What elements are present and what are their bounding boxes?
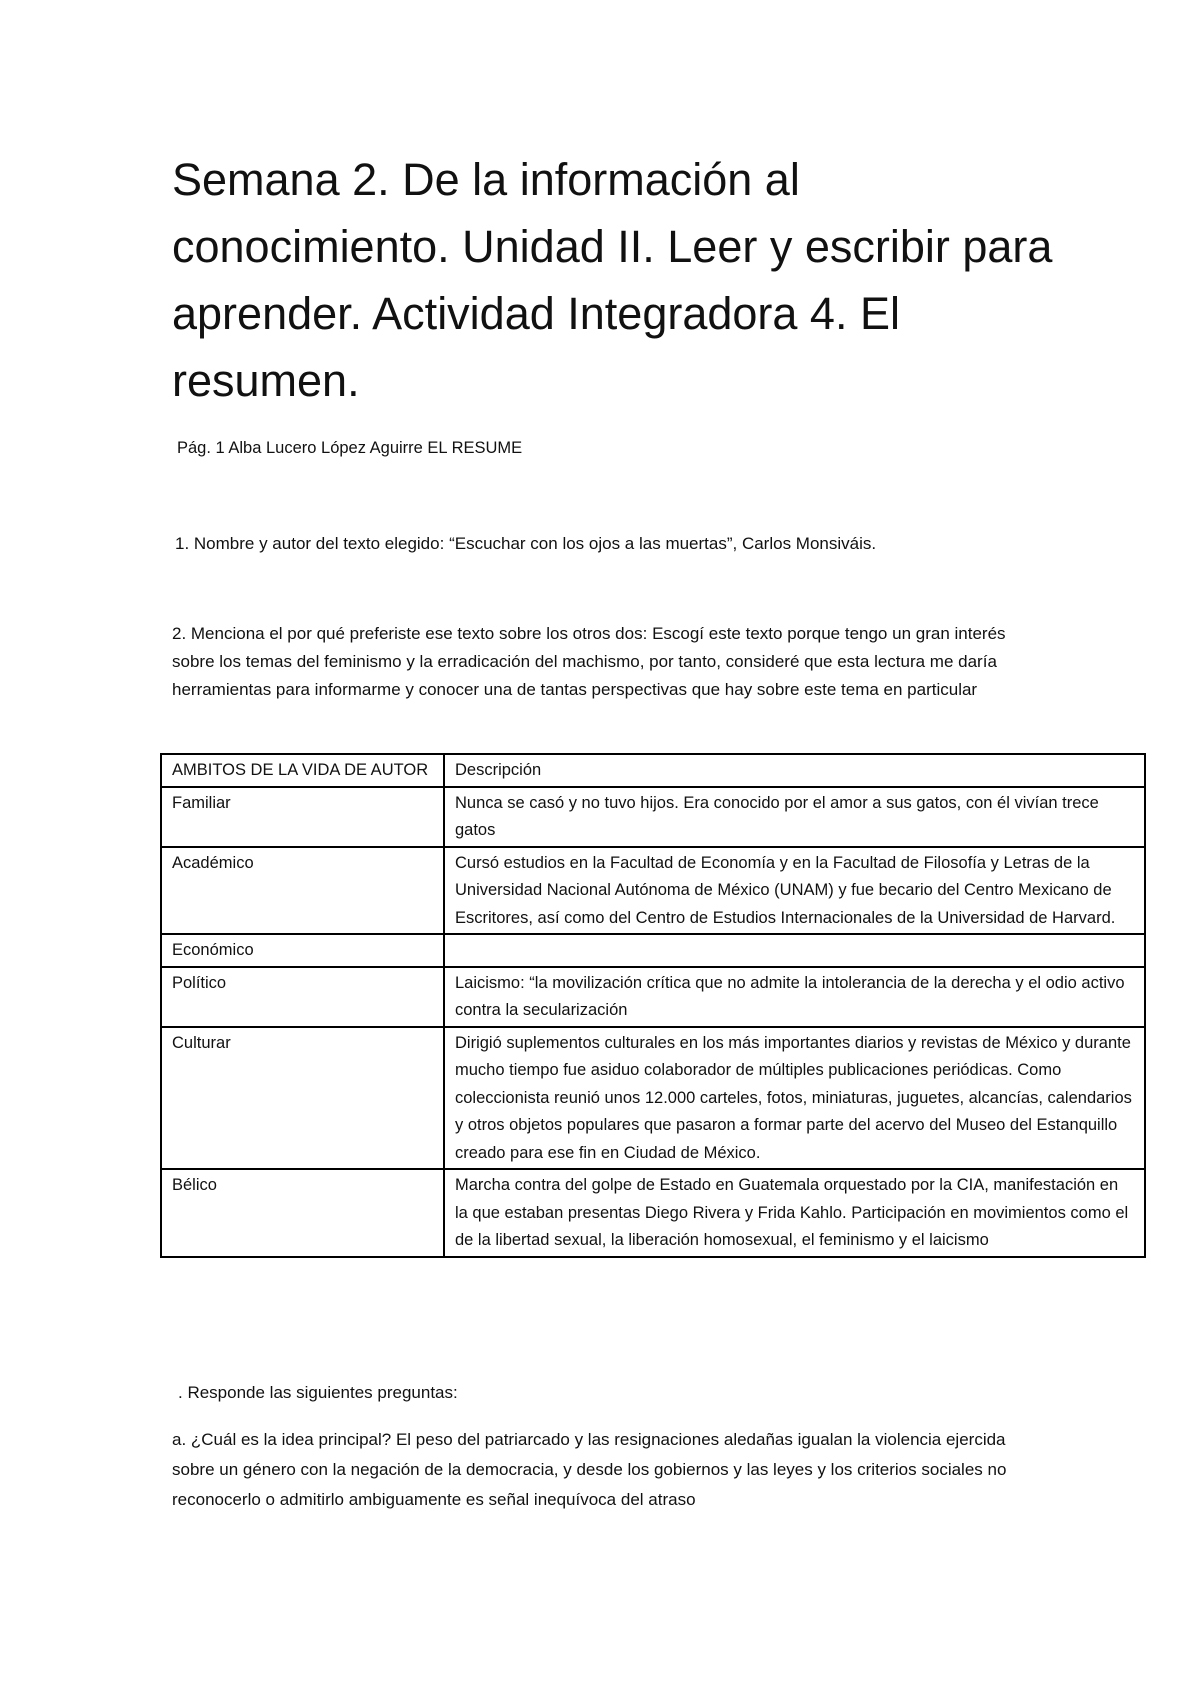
table-cell-descripcion [444,934,1145,967]
table-row [161,847,1145,935]
table-row [161,1027,1145,1170]
table-cell-ambito: Económico [161,934,444,967]
section-label: . Responde las siguientes preguntas: [178,1383,458,1402]
page-title: Semana 2. De la información al conocimiento. Unidad II. Leer y escribir para aprender. Actividad Integradora 4. El resumen. [172,154,1053,406]
page-subtitle: Pág. 1 Alba Lucero López Aguirre EL RESUME [177,439,523,457]
table-row [161,1169,1145,1257]
question-1-answer: “Escuchar con los ojos a las muertas”, Carlos Monsiváis. [449,534,877,553]
table-row [161,967,1145,1027]
table-cell-ambito: Familiar [161,787,444,847]
table-cell-descripcion: Cursó estudios en la Facultad de Economía y en la Facultad de Filosofía y Letras de la Universidad Nacional Autónoma de México (UNAM) y fue becario del Centro Mexicano de Escritores, así como del Centro de Estudios Internacionales de la Universidad de Harvard. [444,847,1145,935]
question-2-answer: Escogí este texto porque tengo un gran interés sobre los temas del feminismo y la erradicación del machismo, por tanto, consideré que esta lectura me daría herramientas para informarme y conocer una de tantas perspectivas que hay sobre este tema en particular [172,624,1006,699]
question-a-answer: El peso del patriarcado y las resignaciones aledañas igualan la violencia ejercida sobre un género con la negación de la democracia, y desde los gobiernos y las leyes y los criterios sociales no reconocerlo o admitirlo ambiguamente es señal inequívoca del atraso [172,1430,1007,1509]
question-1-prompt: 1. Nombre y autor del texto elegido: [175,534,445,553]
table-cell-descripcion: Marcha contra del golpe de Estado en Guatemala orquestado por la CIA, manifestación en la que estaban presentas Diego Rivera y Frida Kahlo. Participación en movimientos como el de la libertad sexual, la liberación homosexual, el feminismo y el laicismo [444,1169,1145,1257]
question-a-prompt: a. ¿Cuál es la idea principal? [172,1430,392,1449]
table-cell-descripcion: Nunca se casó y no tuvo hijos. Era conocido por el amor a sus gatos, con él vivían trece gatos [444,787,1145,847]
question-1 [175,534,876,554]
table-cell-descripcion: Dirigió suplementos culturales en los más importantes diarios y revistas de México y durante mucho tiempo fue asiduo colaborador de múltiples publicaciones periódicas. Como coleccionista reunió unos 12.000 carteles, fotos, miniaturas, juguetes, alcancías, calendarios y otros objetos populares que pasaron a formar parte del acervo del Museo del Estanquillo creado para ese fin en Ciudad de México. [444,1027,1145,1170]
table-cell-ambito: Académico [161,847,444,935]
table-cell-ambito: Culturar [161,1027,444,1170]
table-header-descripcion: Descripción [444,754,1145,787]
table-header-row [161,754,1145,787]
table-header-ambito: AMBITOS DE LA VIDA DE AUTOR [161,754,444,787]
table-cell-ambito: Bélico [161,1169,444,1257]
question-a [172,1425,1052,1515]
question-2-prompt: 2. Menciona el por qué preferiste ese texto sobre los otros dos: [172,624,648,643]
table-row [161,787,1145,847]
author-life-table [160,753,1146,1258]
question-2 [172,620,1052,704]
table-cell-descripcion: Laicismo: “la movilización crítica que no admite la intolerancia de la derecha y el odio activo contra la secularización [444,967,1145,1027]
table-row [161,934,1145,967]
table-cell-ambito: Político [161,967,444,1027]
